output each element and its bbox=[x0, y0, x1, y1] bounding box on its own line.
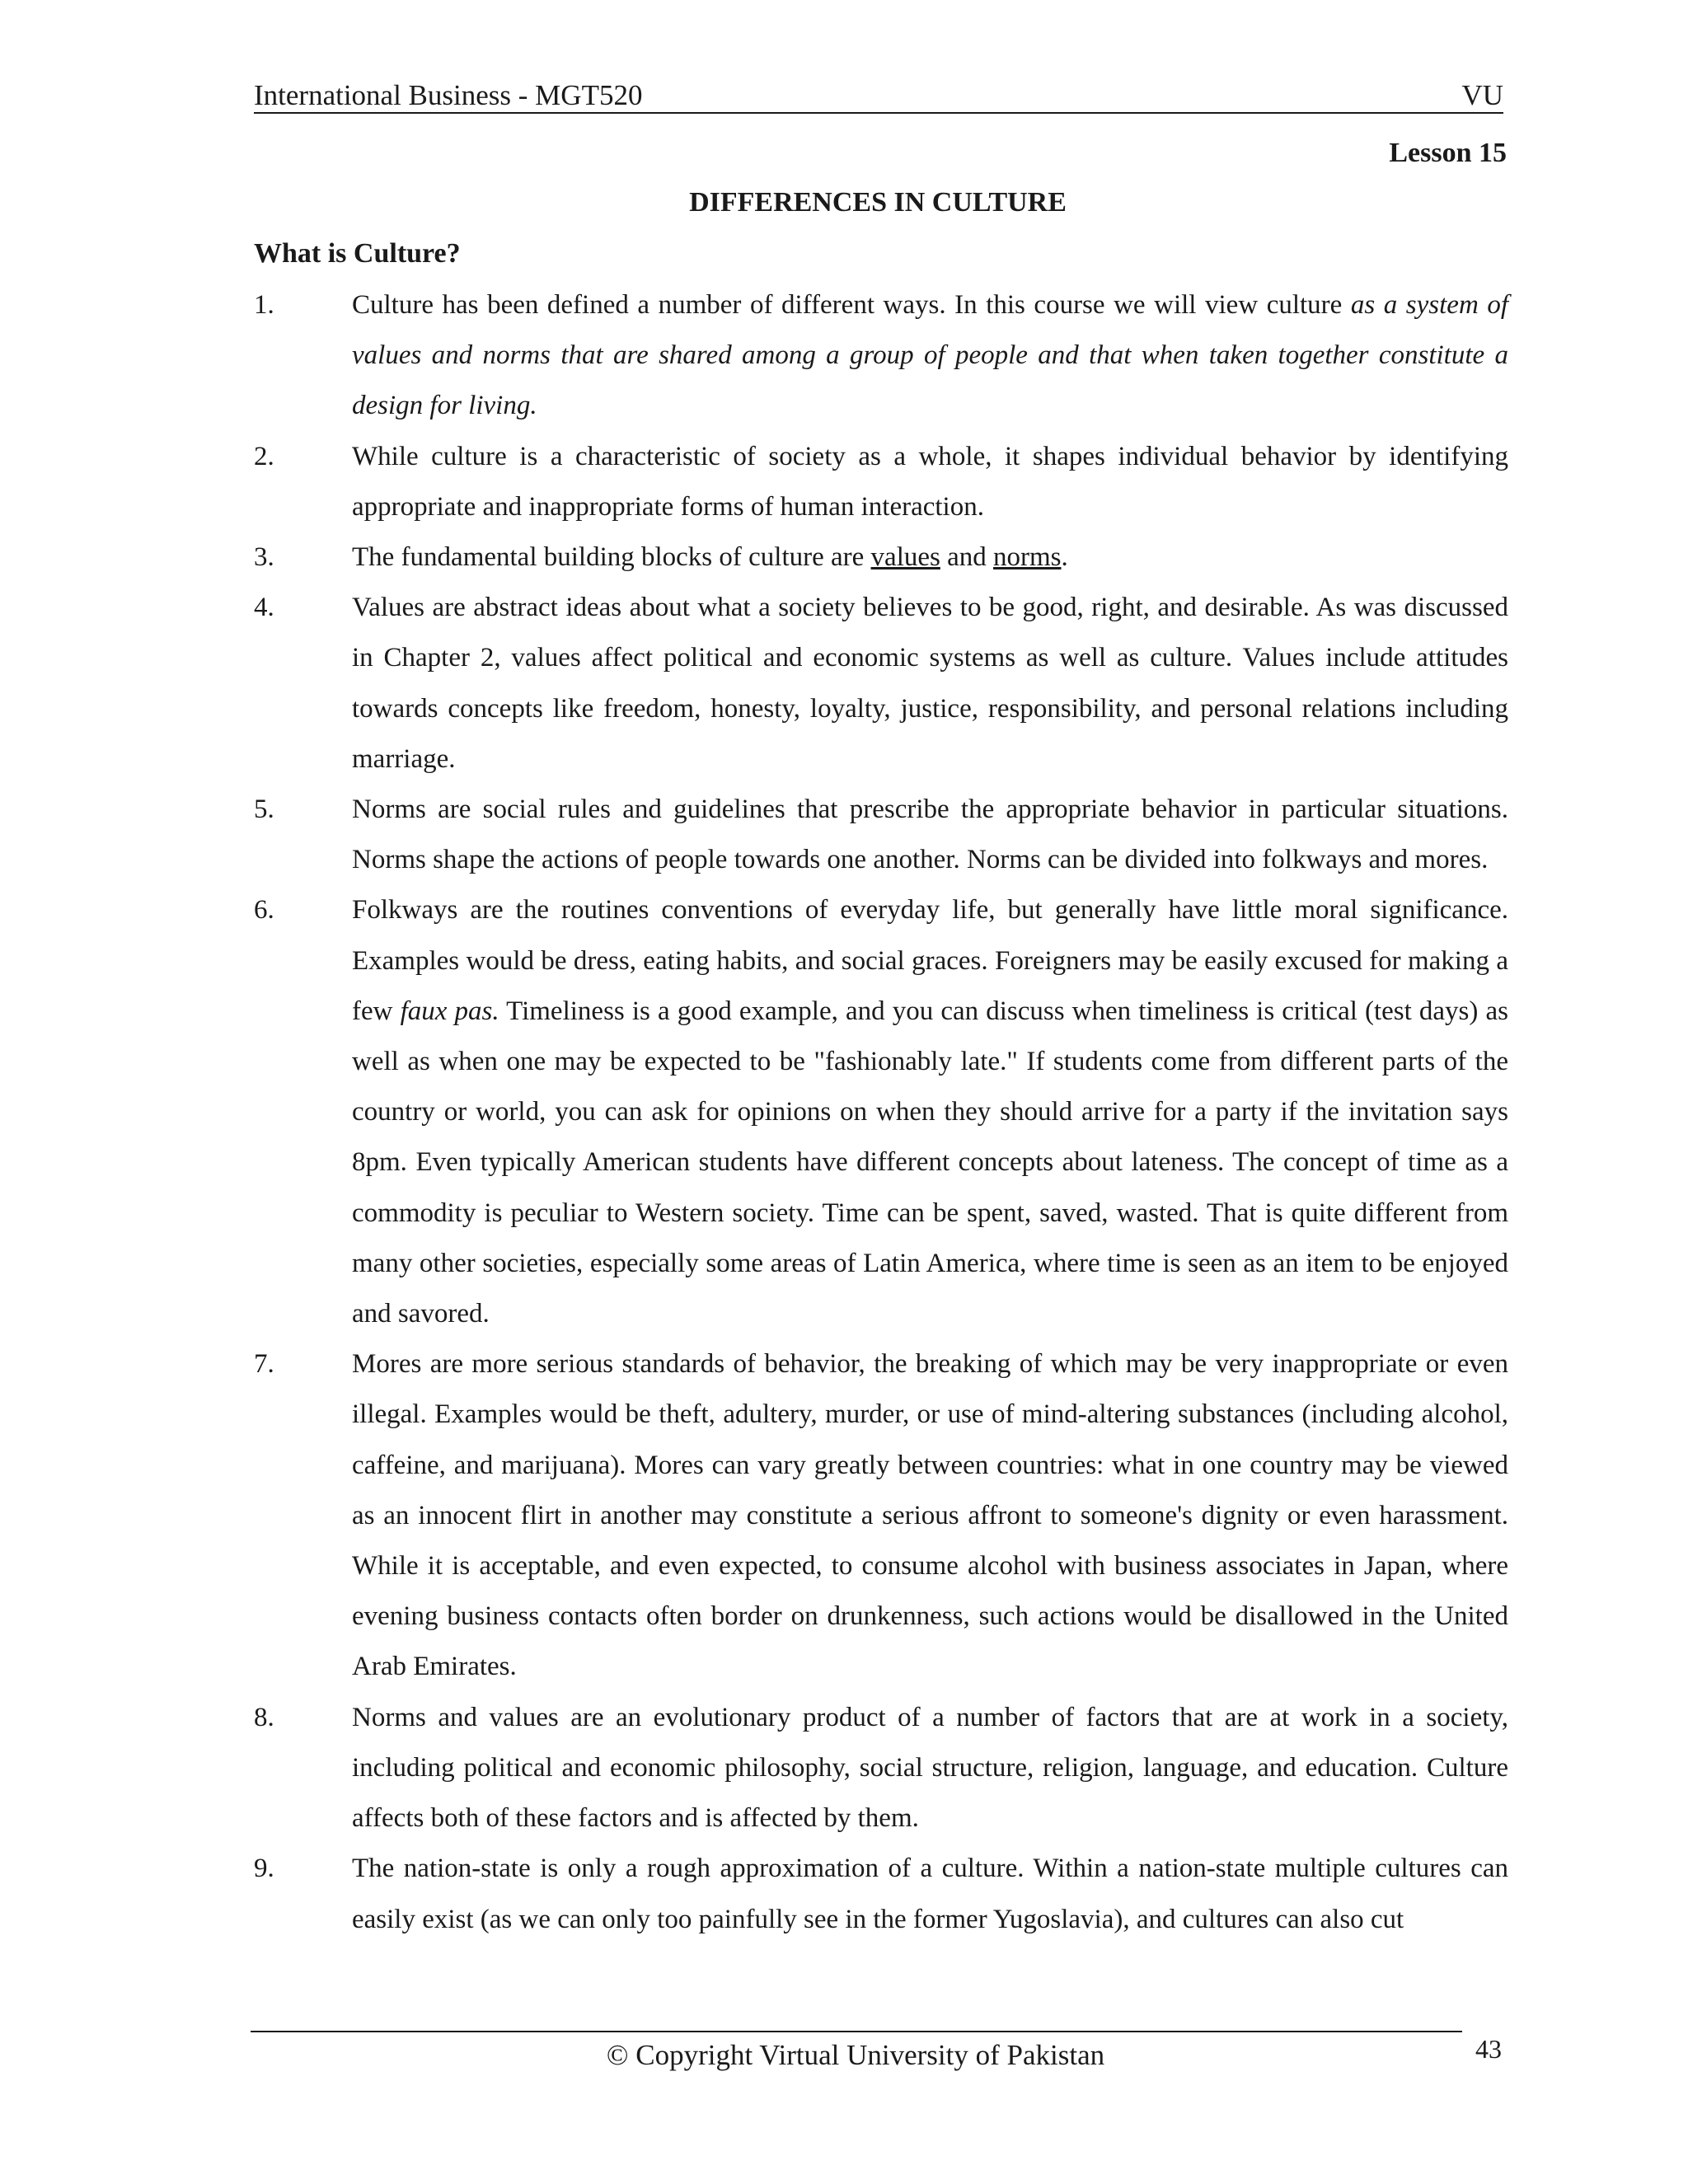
list-item bbox=[254, 583, 1508, 785]
university-abbreviation: VU bbox=[1461, 79, 1503, 111]
page-header bbox=[254, 79, 1503, 114]
item-text: Mores are more serious standards of behavior, the breaking of which may be very inappropriate or even illegal. Examples would be theft, adultery, murder, or use of mind-altering substances (including alcohol, caffeine, and marijuana). Mores can vary greatly between countries: what in one country may be viewed as an innocent flirt in another may constitute a serious affront to someone's dignity or even harassment. While it is acceptable, and even expected, to consume alcohol with business associates in Japan, where evening business contacts often border on drunkenness, such actions would be disallowed in the United Arab Emirates. bbox=[352, 1349, 1508, 1682]
list-item bbox=[254, 280, 1508, 432]
item-number: 2. bbox=[254, 441, 274, 471]
item-text: The nation-state is only a rough approximation of a culture. Within a nation-state multiple cultures can easily exist (as we can only too painfully see in the former Yugoslavia), and cultures can also cut bbox=[352, 1854, 1508, 1934]
item-text: and bbox=[940, 542, 994, 573]
item-number: 8. bbox=[254, 1702, 274, 1732]
item-text: Folkways are the routines conventions of everyday life, but generally have little moral significance. Examples would be dress, eating habits, and social graces. Foreigners may be easily excused for making a few bbox=[352, 895, 1508, 1026]
list-item bbox=[254, 785, 1508, 885]
item-text: While culture is a characteristic of society as a whole, it shapes individual behavior by identifying appropriate and inappropriate forms of human interaction. bbox=[352, 441, 1508, 522]
norms-term: norms bbox=[993, 542, 1062, 573]
culture-definition: as a system of values and norms that are shared among a group of people and that when taken together constitute a design for living. bbox=[352, 290, 1508, 421]
item-text: Values are abstract ideas about what a society believes to be good, right, and desirable. As was discussed in Chapter 2, values affect political and economic systems as well as culture. Values include attitudes towards concepts like freedom, honesty, loyalty, justice, responsibility, and personal relations including marriage. bbox=[352, 593, 1508, 774]
item-number: 3. bbox=[254, 542, 274, 573]
list-item bbox=[254, 885, 1508, 1339]
item-number: 4. bbox=[254, 593, 274, 623]
page-number: 43 bbox=[1475, 2034, 1502, 2064]
list-item bbox=[254, 532, 1508, 583]
item-text: Norms and values are an evolutionary product of a number of factors that are at work in a society, including political and economic philosophy, social structure, religion, language, and education. Culture affects both of these factors and is affected by them. bbox=[352, 1702, 1508, 1834]
footer-divider bbox=[251, 2031, 1462, 2032]
item-text: Norms are social rules and guidelines that prescribe the appropriate behavior in particular situations. Norms shape the actions of people towards one another. Norms can be divided into folkways and mores. bbox=[352, 794, 1508, 875]
list-item bbox=[254, 1693, 1508, 1844]
numbered-list bbox=[254, 280, 1508, 1945]
course-title: International Business - MGT520 bbox=[254, 79, 643, 111]
list-item bbox=[254, 1844, 1508, 1944]
item-number: 7. bbox=[254, 1349, 274, 1380]
item-text: Culture has been defined a number of different ways. In this course we will view culture bbox=[352, 290, 1351, 320]
page-title: DIFFERENCES IN CULTURE bbox=[689, 187, 1067, 218]
item-number: 9. bbox=[254, 1854, 274, 1884]
faux-pas-term: faux pas. bbox=[400, 996, 499, 1026]
section-heading: What is Culture? bbox=[254, 238, 461, 269]
values-term: values bbox=[870, 542, 940, 573]
copyright-notice: © Copyright Virtual University of Pakistan bbox=[606, 2039, 1105, 2071]
list-item bbox=[254, 432, 1508, 532]
item-text: Timeliness is a good example, and you can discuss when timeliness is critical (test days) as well as when one may be expected to be "fashionably late." If students come from different parts of the country or world, you can ask for opinions on when they should arrive for a party if the invitation says 8pm. Even typically American students have different concepts about lateness. The concept of time as a commodity is peculiar to Western society. Time can be spent, saved, wasted. That is quite different from many other societies, especially some areas of Latin America, where time is seen as an item to be enjoyed and savored. bbox=[352, 996, 1508, 1329]
item-text: . bbox=[1061, 542, 1068, 573]
lesson-number: Lesson 15 bbox=[1389, 138, 1507, 168]
item-number: 6. bbox=[254, 895, 274, 926]
item-number: 5. bbox=[254, 794, 274, 825]
item-text: The fundamental building blocks of culture are bbox=[352, 542, 871, 573]
list-item bbox=[254, 1339, 1508, 1692]
item-number: 1. bbox=[254, 290, 274, 320]
